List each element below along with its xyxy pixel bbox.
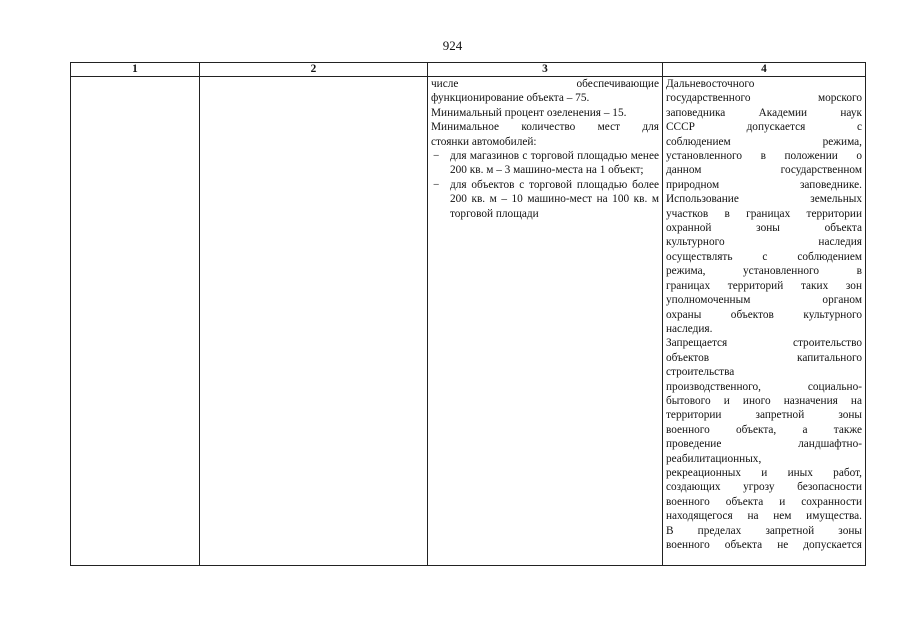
text-line: заповедника Академии наук — [666, 106, 862, 119]
text-line: охранной зоны объекта — [666, 222, 862, 235]
text-line: границах территорий таких зон — [666, 279, 862, 292]
text-line: наследия. — [666, 322, 713, 335]
text-line: числе обеспечивающие — [431, 78, 659, 90]
column-header-1: 1 — [71, 63, 200, 77]
text-line: военного объекта не допускается — [666, 539, 862, 551]
text-line: функционирование объекта – 75. — [431, 92, 590, 105]
text-line: осуществлять с соблюдением — [666, 250, 862, 263]
table-header-row — [71, 63, 866, 77]
list-item: − для объектов с торговой площадью более 200 кв. м – 10 машино-мест на 100 кв. м торговой площади — [431, 178, 659, 221]
page-number: 924 — [442, 38, 463, 53]
text-line: бытового и иного назначения на — [666, 394, 862, 407]
table-row — [71, 77, 866, 566]
text-line: данном государственном — [666, 164, 862, 177]
column-header-3: 3 — [428, 63, 663, 77]
text-line: природном заповеднике. — [666, 178, 862, 191]
list-item: − для магазинов с торговой площадью менее 200 кв. м – 3 машино-места на 1 объект; — [431, 149, 659, 178]
text-line: режима, установленного в — [666, 265, 862, 278]
text-line: рекреационных и иных работ, — [666, 466, 862, 479]
text-line: В пределах запретной зоны — [666, 524, 862, 537]
text-line: проведение ландшафтно- — [666, 438, 862, 451]
text-line: производственного, социально- — [666, 380, 862, 393]
column-4-text — [666, 77, 862, 552]
text-line: находящегося на нем имущества. — [666, 510, 862, 523]
text-line: Использование земельных — [666, 193, 862, 206]
column-3-text — [431, 77, 659, 149]
cell-column-3 — [428, 77, 663, 566]
text-line: стоянки автомобилей: — [431, 135, 537, 148]
cell-column-4 — [663, 77, 866, 566]
cell-column-1 — [71, 77, 200, 566]
column-header-4: 4 — [663, 63, 866, 77]
text-line: СССР допускается с — [666, 121, 862, 134]
cell-column-2 — [200, 77, 428, 566]
regulations-table — [70, 62, 866, 566]
text-line: Минимальный процент озеленения – 15. — [431, 106, 627, 119]
text-line: строительства — [666, 366, 735, 379]
text-line: участков в границах территории — [666, 207, 862, 220]
text-line: соблюдением режима, — [666, 135, 862, 148]
text-line: Запрещается строительство — [666, 337, 862, 350]
text-line: территории запретной зоны — [666, 409, 862, 422]
text-line: Минимальное количество мест для — [431, 121, 659, 134]
parking-requirements-list — [431, 149, 659, 221]
text-line: охраны объектов культурного — [666, 308, 862, 321]
text-line: создающих угрозу безопасности — [666, 481, 862, 494]
text-line: установленного в положении о — [666, 150, 862, 163]
text-line: уполномоченным органом — [666, 294, 862, 307]
text-line: Дальневосточного — [666, 78, 755, 90]
text-line: военного объекта и сохранности — [666, 495, 862, 508]
column-header-2: 2 — [200, 63, 428, 77]
text-line: реабилитационных, — [666, 452, 762, 465]
text-line: государственного морского — [666, 92, 862, 105]
text-line: военного объекта, а также — [666, 423, 862, 436]
text-line: культурного наследия — [666, 236, 862, 249]
text-line: объектов капитального — [666, 351, 862, 364]
